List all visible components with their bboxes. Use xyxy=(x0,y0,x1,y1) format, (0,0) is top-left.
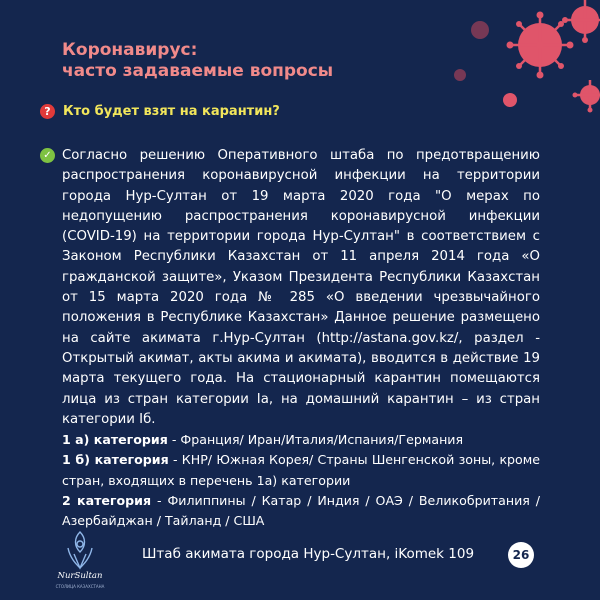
category-2-text: - Филиппины / Катар / Индия / ОАЭ / Великобритания / Азербайджан / Тайланд / США xyxy=(62,493,540,529)
check-circle-icon: ✓ xyxy=(40,148,55,163)
category-1b-text: - КНР/ Южная Корея/ Страны Шенгенской зоны, кроме стран, входящих в перечень 1а) категории xyxy=(62,452,541,488)
category-1a-label: 1 а) категория xyxy=(62,432,168,448)
page-number-badge: 26 xyxy=(508,542,534,568)
virus-decoration xyxy=(420,0,600,130)
answer-block xyxy=(62,146,540,532)
title-line-1: Коронавирус: xyxy=(62,40,198,60)
category-2 xyxy=(62,491,540,532)
category-1b-label: 1 б) категория xyxy=(62,452,169,468)
category-1a xyxy=(62,430,540,450)
logo-text: NurSultan xyxy=(57,571,103,581)
question-text: Кто будет взят на карантин? xyxy=(63,104,280,119)
category-2-label: 2 категория xyxy=(62,493,152,509)
question-row xyxy=(40,104,280,119)
category-1a-text: - Франция/ Иран/Италия/Испания/Германия xyxy=(167,432,464,448)
answer-paragraph: Согласно решению Оперативного штаба по предотвращению распространения коронавирусной инфекции на территории города Нур-Султан от 19 марта 2020 года "О мерах по недопущению распространения коронавирусной инфекции (COVID-19) на территории города Нур-Султан" в соответствием с Законом Республики Казахстан от 11 апреля 2014 года «О гражданской защите», Указом Президента Республики Казахстан от 15 марта 2020 года № 285 «О введении чрезвычайного положения в Республике Казахстан» Данное решение размещено на сайте акимата г.Нур-Султан (http://astana.gov.kz/, раздел - Открытый акимат, акты акима и акимата), вводится в действие 19 марта текущего года. На стационарный карантин помещаются лица из стран категории Iа, на домашний карантин – из стран категории Iб. xyxy=(62,148,540,427)
nur-sultan-logo xyxy=(52,528,108,588)
title-line-2: часто задаваемые вопросы xyxy=(62,61,334,81)
question-circle-icon: ? xyxy=(40,104,55,119)
logo-subtext: СТОЛИЦА КАЗАХСТАНА xyxy=(55,584,105,589)
page-title xyxy=(62,40,333,82)
footer-source: Штаб акимата города Нур-Султан, iKomek 109 xyxy=(142,546,475,562)
category-1b xyxy=(62,450,540,491)
